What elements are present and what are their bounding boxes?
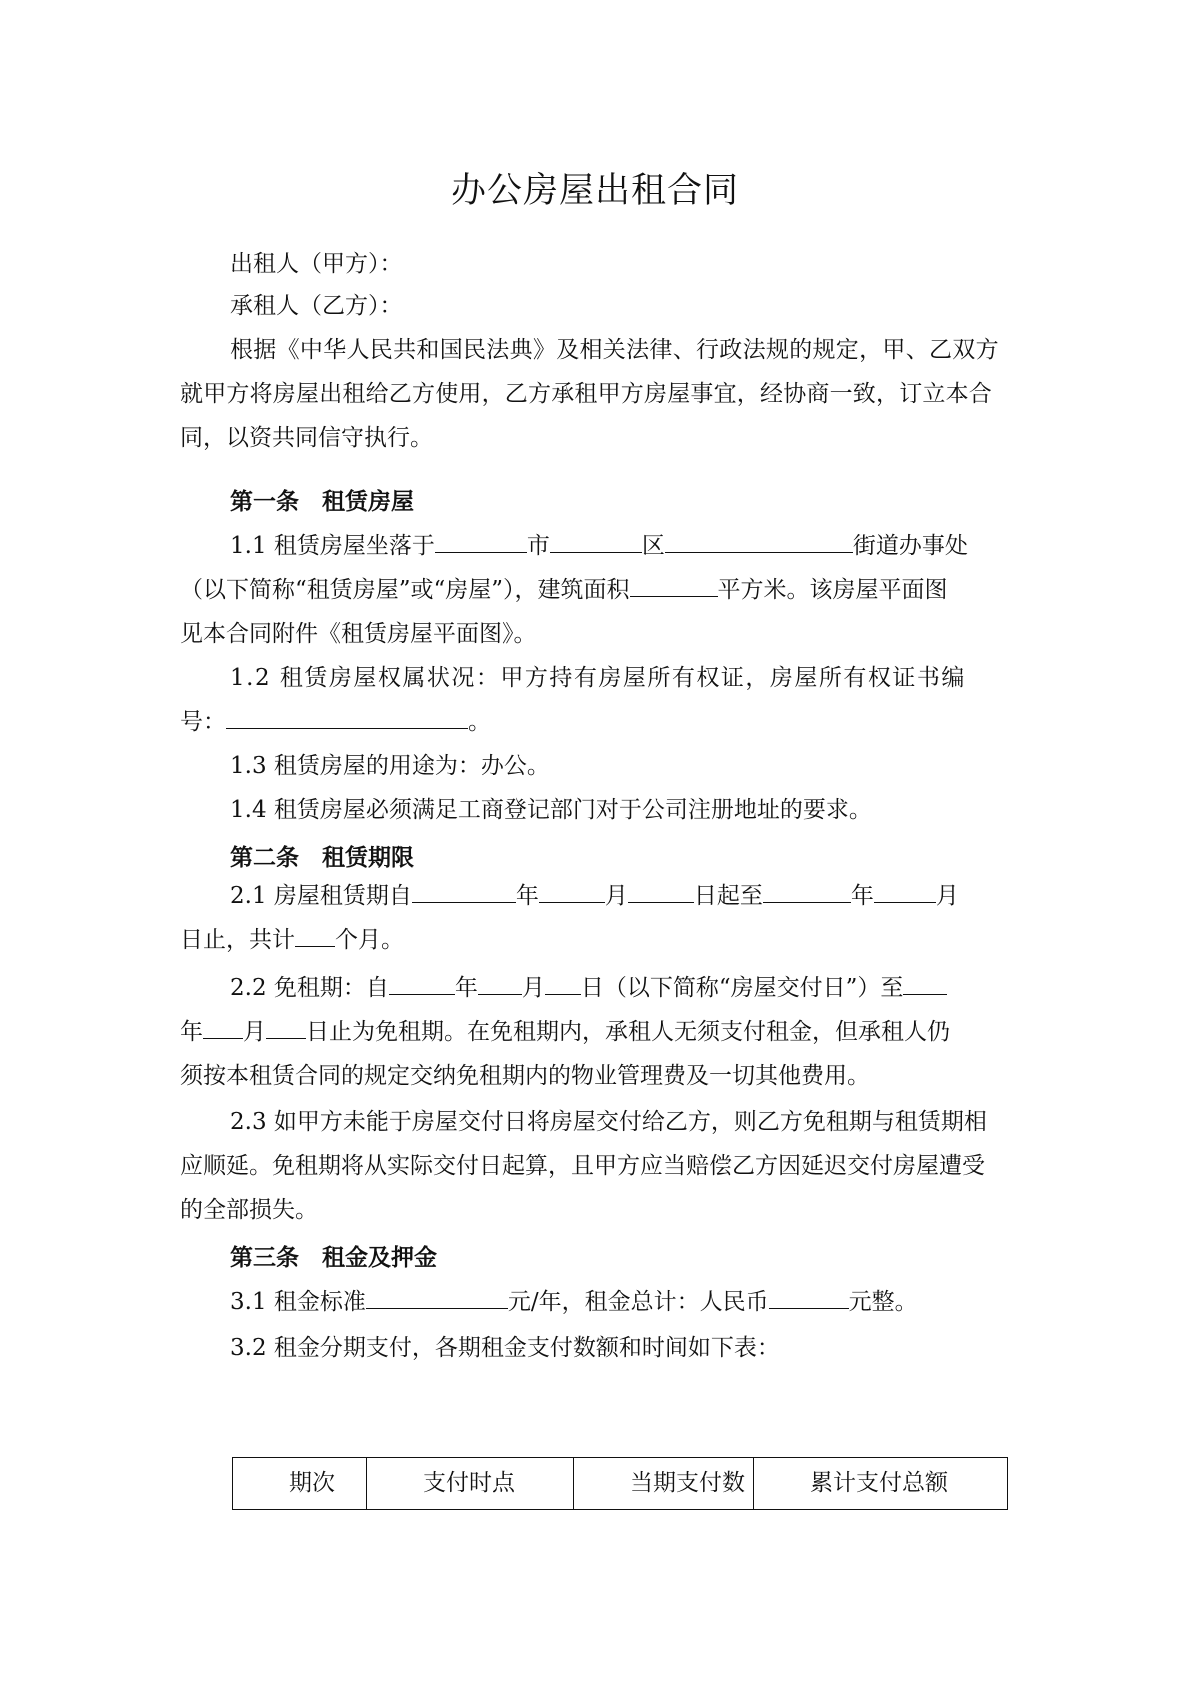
clause-text: 号：: [180, 709, 226, 735]
clause-text: 2.1 房屋租赁期自: [230, 883, 412, 909]
clause-2-3-line-1: 2.3 如甲方未能于房屋交付日将房屋交付给乙方，则乙方免租期与租赁期相: [230, 1109, 987, 1135]
end-year-blank[interactable]: [763, 880, 851, 903]
rent-standard-blank[interactable]: [366, 1286, 508, 1309]
clause-text: 月: [243, 1019, 266, 1045]
clause-3-1: [230, 1286, 918, 1318]
clause-2-2-line-3: 须按本租赁合同的规定交纳免租期内的物业管理费及一切其他费用。: [180, 1063, 870, 1089]
rent-total-blank[interactable]: [769, 1286, 849, 1309]
free-start-day-blank[interactable]: [545, 972, 581, 995]
preamble-line-2: 就甲方将房屋出租给乙方使用，乙方承租甲方房屋事宜，经协商一致，订立本合: [180, 381, 992, 407]
clause-text: 市: [526, 533, 550, 559]
clause-text: 平方米。该房屋平面图: [717, 577, 948, 603]
clause-1-2-line-1: 1.2 租赁房屋权属状况：甲方持有房屋所有权证，房屋所有权证书编: [230, 665, 966, 691]
document-title: 办公房屋出租合同: [450, 171, 739, 211]
clause-2-3-line-2: 应顺延。免租期将从实际交付日起算，且甲方应当赔偿乙方因延迟交付房屋遭受: [180, 1153, 985, 1179]
free-start-year-blank[interactable]: [389, 972, 455, 995]
start-year-blank[interactable]: [412, 880, 516, 903]
clause-text: 3.1 租金标准: [230, 1289, 366, 1315]
table-header-row: [233, 1458, 1008, 1510]
clause-text: 日止为免租期。在免租期内，承租人无须支付租金，但承租人仍: [306, 1019, 950, 1045]
clause-1-1-line-1: [230, 530, 968, 562]
clause-text: 日起至: [693, 883, 763, 909]
article-2-heading: 第二条 租赁期限: [230, 844, 414, 871]
district-blank[interactable]: [550, 530, 642, 553]
clause-text: 个月。: [335, 927, 404, 953]
lessor-line: 出租人（甲方）：: [230, 251, 403, 277]
clause-1-1-line-3: 见本合同附件《租赁房屋平面图》。: [180, 621, 537, 647]
article-1-heading: 第一条 租赁房屋: [230, 488, 414, 515]
clause-2-2-line-2: [180, 1016, 950, 1048]
clause-1-2-line-2: [180, 706, 491, 738]
lessee-line: 承租人（乙方）：: [230, 293, 403, 319]
clause-1-1-line-2: [180, 574, 948, 606]
clause-text: 1.1 租赁房屋坐落于: [230, 533, 435, 559]
end-month-blank[interactable]: [874, 880, 936, 903]
article-3-heading: 第三条 租金及押金: [230, 1244, 437, 1271]
payment-schedule-table: [232, 1457, 1008, 1510]
clause-text: 2.2 免租期：自: [230, 975, 389, 1001]
header-cumulative-amount: 累计支付总额: [754, 1458, 1008, 1510]
clause-text: （以下简称“租赁房屋”或“房屋”），建筑面积: [180, 577, 630, 603]
clause-text: 年: [180, 1019, 203, 1045]
clause-text: 日（以下简称“房屋交付日”）至: [580, 975, 904, 1001]
free-end-month-blank[interactable]: [203, 1016, 243, 1039]
free-end-day-blank[interactable]: [266, 1016, 306, 1039]
start-month-blank[interactable]: [539, 880, 605, 903]
clause-text: 区: [641, 533, 665, 559]
clause-1-4: 1.4 租赁房屋必须满足工商登记部门对于公司注册地址的要求。: [230, 797, 872, 823]
clause-text: 元/年，租金总计：人民币: [507, 1289, 769, 1315]
free-end-year-blank[interactable]: [903, 972, 947, 995]
clause-text: 月: [604, 883, 628, 909]
clause-2-1-line-1: [230, 880, 959, 912]
area-blank[interactable]: [630, 574, 718, 597]
header-payment-time: 支付时点: [367, 1458, 574, 1510]
header-installment: 期次: [233, 1458, 367, 1510]
clause-1-3: 1.3 租赁房屋的用途为：办公。: [230, 753, 550, 779]
start-day-blank[interactable]: [628, 880, 694, 903]
free-start-month-blank[interactable]: [478, 972, 522, 995]
clause-3-2: 3.2 租金分期支付，各期租金支付数额和时间如下表：: [230, 1335, 780, 1361]
clause-text: 年: [515, 883, 539, 909]
months-blank[interactable]: [295, 924, 335, 947]
subdistrict-blank[interactable]: [665, 530, 853, 553]
clause-2-2-line-1: [230, 972, 947, 1004]
clause-text: 年: [850, 883, 874, 909]
clause-text: 月: [521, 975, 545, 1001]
preamble-line-3: 同，以资共同信守执行。: [180, 425, 433, 451]
clause-text: 街道办事处: [852, 533, 968, 559]
clause-text: 。: [468, 709, 491, 735]
preamble-line-1: 根据《中华人民共和国民法典》及相关法律、行政法规的规定，甲、乙双方: [230, 337, 999, 363]
clause-text: 月: [935, 883, 959, 909]
clause-text: 年: [454, 975, 478, 1001]
certificate-number-blank[interactable]: [226, 706, 468, 729]
clause-2-1-line-2: [180, 924, 404, 956]
city-blank[interactable]: [435, 530, 527, 553]
clause-text: 元整。: [848, 1289, 918, 1315]
clause-text: 日止，共计: [180, 927, 295, 953]
header-current-amount: 当期支付数: [574, 1458, 754, 1510]
clause-2-3-line-3: 的全部损失。: [180, 1197, 318, 1223]
